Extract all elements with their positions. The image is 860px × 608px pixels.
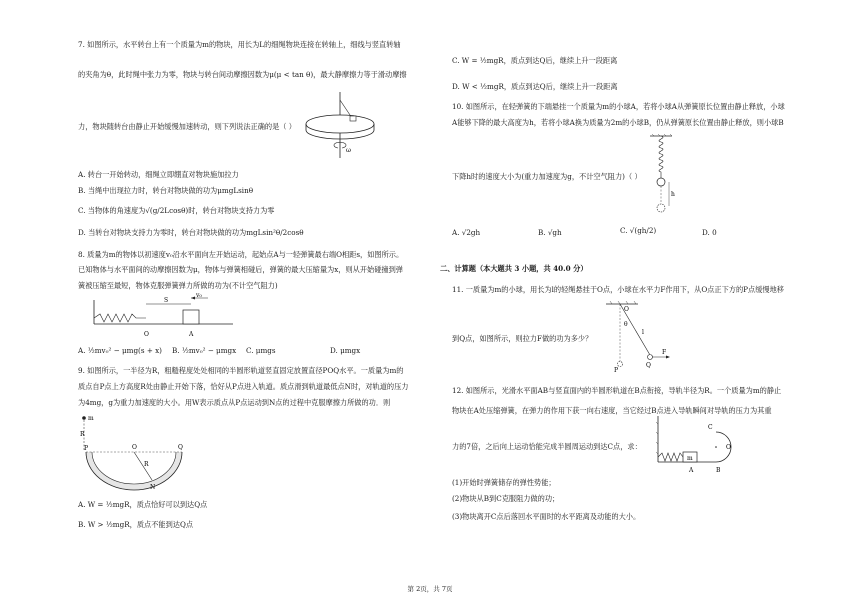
label-n: N (150, 484, 156, 491)
label-q: Q (178, 444, 183, 451)
q8-option-c: C. μmgs (246, 346, 276, 355)
q12-line3: 力的7倍，之后向上运动恰能完成半圆周运动到达C点，求： (452, 442, 642, 451)
label-b: B (716, 467, 721, 474)
label-a: A (189, 331, 194, 338)
label-a: A (689, 467, 694, 474)
label-l: l (642, 329, 644, 336)
label-point-q: Q (646, 362, 651, 369)
q8-line2: 已知物体与水平面间的动摩擦因数为μ，物体与弹簧相碰后，弹簧的最大压缩量为x，则从开始碰撞到弹 (78, 265, 403, 274)
label-point-p: P (614, 367, 619, 374)
page-footer: 第 2页，共 7页 (407, 585, 453, 593)
q10-line3: 下降h时的速度大小为(重力加速度为g，不计空气阻力)（ ） (452, 172, 642, 181)
label-s: S (164, 297, 169, 304)
q10-line1: 10. 如图所示，在轻弹簧的下端悬挂一个质量为m的小球A，若将小球A从弹簧原长位置由静止释放，小球 (452, 102, 785, 111)
q8-option-a: A. ½mv₀² − μmg(s + x) (78, 346, 162, 355)
q8-line3: 簧被压缩至最短，物体克服弹簧弹力所做的功为(不计空气阻力) (78, 281, 278, 290)
q7-option-a: A. 转台一开始转动，细绳立即绷直对物块施加拉力 (78, 170, 239, 179)
q12-subq-1: (1)开始时弹簧储存的弹性势能； (452, 478, 556, 487)
section-heading: 二、计算题（本大题共 3 小题，共 40.0 分） (440, 264, 588, 273)
q9-option-a: A. W = ½mgR，质点恰好可以到达Q点 (78, 500, 208, 509)
q7-option-b: B. 当绳中出现拉力时，转台对物块做的功为μmgLsinθ (78, 186, 254, 195)
q9-line1: 9. 如图所示，一半径为R，粗糙程度处处相同的半圆形轨道竖直固定放置直径POQ水平。一质量为m的 (78, 366, 404, 375)
label-h: h (671, 191, 675, 198)
spring-block-figure (88, 292, 238, 342)
q8-option-b: B. ½mv₀² − μmgx (172, 346, 237, 355)
label-p: P (84, 445, 89, 452)
label-o: O (144, 331, 149, 338)
track-loop-figure (656, 412, 756, 476)
q12-subq-3: (3)物块离开C点后落回水平面时的水平距离及动能的大小。 (452, 512, 641, 521)
label-pivot-o: O (624, 306, 629, 313)
label-o: O (726, 444, 731, 451)
label-radius-r: R (144, 461, 149, 468)
q9-option-b: B. W > ½mgR，质点不能到达Q点 (78, 520, 194, 529)
q10-option-d: D. 0 (702, 228, 717, 237)
q10-line2: A能够下降的最大高度为h，若将小球A换为质量为2m的小球B，仍从弹簧原长位置由静止释放，则小球B (452, 118, 784, 127)
q8-line1: 8. 质量为m的物体以初速度v₀沿水平面向左开始运动，起始点A与一轻弹簧最右端O相距s，如图所示。 (78, 250, 404, 259)
semicircle-track-figure (80, 414, 190, 494)
q9-line2: 质点自P点上方高度R处由静止开始下落，恰好从P点进入轨道。质点滑到轨道最低点N时，对轨道的压力 (78, 382, 409, 391)
q10-option-b: B. √gh (538, 228, 562, 237)
turntable-figure (300, 92, 380, 162)
label-theta: θ (624, 321, 628, 328)
label-c: C (708, 424, 713, 431)
q10-option-c: C. √(gh/2) (620, 226, 657, 235)
label-v0: v₀ (196, 292, 202, 299)
label-center-o: O (132, 444, 137, 451)
label-f: F (662, 349, 667, 356)
q12-subq-2: (2)物块从B到C克服阻力做的功； (452, 494, 560, 503)
pendulum-figure (600, 300, 680, 372)
label-height-r: R (80, 431, 85, 438)
label-block-m: m (687, 455, 693, 462)
q7-line1: 7. 如图所示，水平转台上有一个质量为m的物块，用长为L的细绳物块连接在转轴上，细线与竖直转轴 (78, 40, 401, 49)
q7-line2: 的夹角为θ，此时绳中张力为零，物块与转台间动摩擦因数为μ(μ < tan θ)，最大静摩擦力等于滑动摩擦 (78, 70, 407, 79)
q9-option-c: C. W = ½mgR，质点到达Q后，继续上升一段距离 (452, 56, 618, 65)
q9-option-d: D. W < ½mgR，质点到达Q后，继续上升一段距离 (452, 82, 618, 91)
svg-text:ω: ω (346, 147, 351, 154)
q11-line1: 11. 一质量为m的小球，用长为l的轻绳悬挂于O点，小球在水平力F作用下，从O点正下方的P点缓慢地移 (452, 285, 784, 294)
q7-option-c: C. 当物体的角速度为√(g/2Lcosθ)时，转台对物块支持力为零 (78, 206, 275, 215)
label-m: m (88, 415, 94, 422)
q12-line1: 12. 如图所示，光滑水平面AB与竖直面内的半圆形轨道在B点衔接，导轨半径为R。一个质量为m的静止 (452, 386, 782, 395)
q10-option-a: A. √2gh (452, 228, 481, 237)
q9-line3: 为4mg，g为重力加速度的大小。用W表示质点从P点运动到N点的过程中克服摩擦力所做的功．则 (78, 398, 391, 407)
hanging-spring-figure (646, 134, 686, 216)
q7-option-d: D. 当转台对物块支持力为零时，转台对物块做的功为mgLsin²θ/2cosθ (78, 228, 304, 237)
q12-line2: 物块在A处压缩弹簧，在弹力的作用下获一向右速度，当它经过B点进入导轨瞬间对导轨的压力为其重 (452, 406, 772, 415)
q11-line2: 到Q点，如图所示，则拉力F做的功为多少？ (452, 334, 593, 343)
q7-line3: 力，物块随转台由静止开始缓慢加速转动，则下列说法正确的是（ ） (78, 122, 296, 131)
q8-option-d: D. μmgx (330, 346, 361, 355)
